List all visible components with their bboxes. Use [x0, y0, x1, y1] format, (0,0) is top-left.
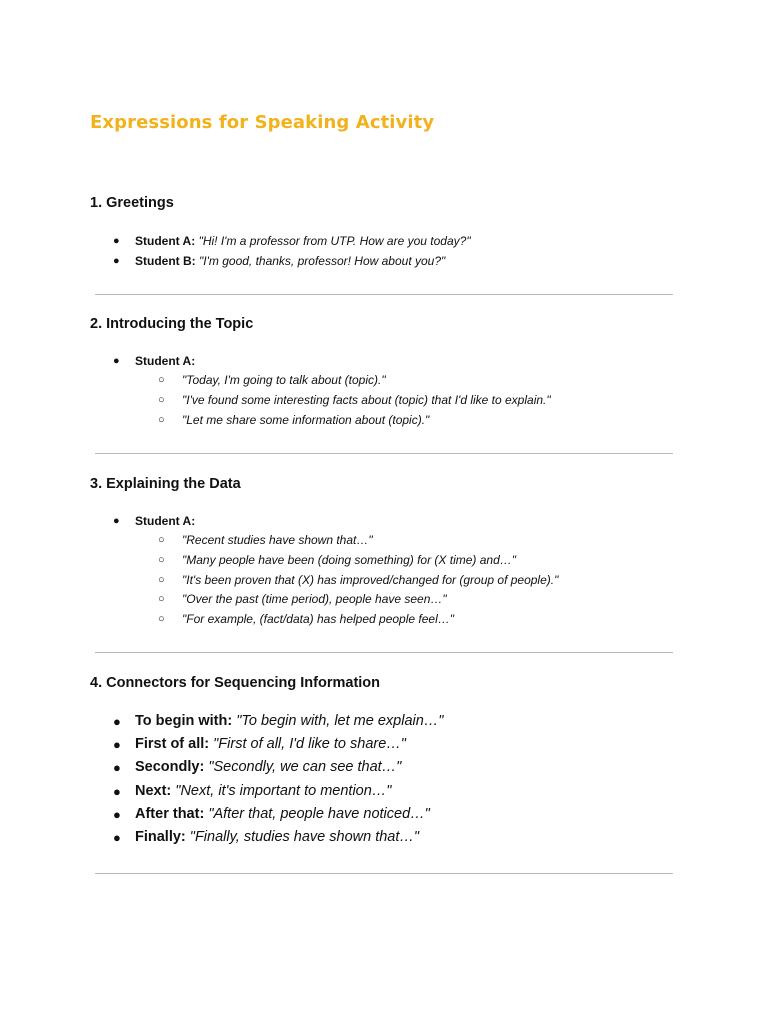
- expression-text: "I'm good, thanks, professor! How about you?": [199, 254, 446, 268]
- expression-text: "For example, (fact/data) has helped people feel…": [182, 612, 455, 627]
- expression-text: "First of all, I'd like to share…": [213, 736, 406, 753]
- list-item: [0, 803, 443, 826]
- sub-list-item: [158, 551, 558, 571]
- list-item: [0, 351, 551, 430]
- divider: [95, 873, 673, 874]
- speaker-label: Student B:: [135, 254, 196, 268]
- circle-bullet-icon: ○: [158, 553, 165, 566]
- speaker-label: Student A:: [135, 354, 196, 368]
- bullet-icon: ●: [113, 255, 120, 267]
- expression-text: "Secondly, we can see that…": [208, 759, 402, 776]
- expression-text: "After that, people have noticed…": [208, 805, 430, 822]
- speaker-label: Student A:: [135, 514, 196, 528]
- list-item: [0, 251, 471, 271]
- section-heading-explaining-data: 3. Explaining the Data: [90, 476, 241, 492]
- expression-text: "Many people have been (doing something) for (X time) and…": [182, 552, 517, 567]
- bullet-icon: ●: [113, 760, 121, 776]
- document-title: Expressions for Speaking Activity: [90, 112, 435, 133]
- sub-list-item: [158, 371, 551, 391]
- expression-text: "Hi! I'm a professor from UTP. How are you today?": [198, 234, 471, 248]
- expression-text: "To begin with, let me explain…": [236, 713, 444, 729]
- introducing-topic-list: [0, 351, 551, 430]
- sub-list-item: [158, 610, 558, 630]
- bullet-icon: ●: [113, 830, 121, 846]
- bullet-icon: ●: [113, 737, 121, 753]
- divider: [95, 652, 673, 653]
- sub-list-item: [158, 391, 551, 411]
- connector-label: To begin with:: [135, 713, 233, 729]
- connector-label: Next:: [135, 782, 172, 799]
- sub-list: [135, 371, 551, 430]
- circle-bullet-icon: ○: [158, 413, 165, 426]
- bullet-icon: ●: [113, 355, 120, 367]
- bullet-icon: ●: [113, 783, 121, 799]
- circle-bullet-icon: ○: [158, 393, 165, 406]
- circle-bullet-icon: ○: [158, 374, 165, 386]
- expression-text: "Next, it's important to mention…": [175, 782, 392, 799]
- divider: [95, 294, 673, 295]
- expression-text: "Today, I'm going to talk about (topic).": [182, 373, 386, 387]
- divider: [95, 453, 673, 454]
- connector-label: After that:: [135, 805, 205, 822]
- connector-label: Secondly:: [135, 759, 205, 776]
- circle-bullet-icon: ○: [158, 573, 165, 586]
- bullet-icon: ●: [113, 515, 120, 527]
- expression-text: "Let me share some information about (topic).": [182, 412, 430, 427]
- circle-bullet-icon: ○: [158, 613, 165, 626]
- bullet-icon: ●: [113, 714, 121, 729]
- section-heading-introducing-topic: 2. Introducing the Topic: [90, 316, 254, 332]
- section-heading-connectors: 4. Connectors for Sequencing Information: [90, 675, 381, 691]
- speaker-label: Student A:: [135, 234, 196, 248]
- bullet-icon: ●: [113, 235, 120, 247]
- sub-list: [135, 531, 558, 630]
- connectors-list: [0, 710, 443, 849]
- list-item: [0, 231, 471, 251]
- sub-list-item: [158, 531, 558, 551]
- sub-list-item: [158, 571, 559, 591]
- expression-text: "I've found some interesting facts about (topic) that I'd like to explain.": [182, 392, 551, 407]
- explaining-data-list: [0, 511, 558, 630]
- circle-bullet-icon: ○: [158, 593, 165, 606]
- bullet-icon: ●: [113, 806, 121, 822]
- list-item: [0, 826, 443, 849]
- expression-text: "Over the past (time period), people have seen…": [182, 592, 447, 607]
- list-item: [0, 733, 443, 756]
- list-item: [0, 511, 558, 630]
- expression-text: "Recent studies have shown that…": [182, 533, 373, 547]
- list-item: [0, 710, 443, 733]
- section-heading-greetings: 1. Greetings: [90, 195, 174, 211]
- list-item: [0, 756, 443, 779]
- connector-label: First of all:: [135, 736, 210, 753]
- greetings-list: [0, 231, 471, 271]
- circle-bullet-icon: ○: [158, 534, 165, 546]
- expression-text: "Finally, studies have shown that…": [189, 829, 420, 846]
- expression-text: "It's been proven that (X) has improved/changed for (group of people).": [182, 572, 559, 587]
- sub-list-item: [158, 590, 558, 610]
- connector-label: Finally:: [135, 829, 186, 846]
- sub-list-item: [158, 411, 551, 431]
- list-item: [0, 780, 443, 803]
